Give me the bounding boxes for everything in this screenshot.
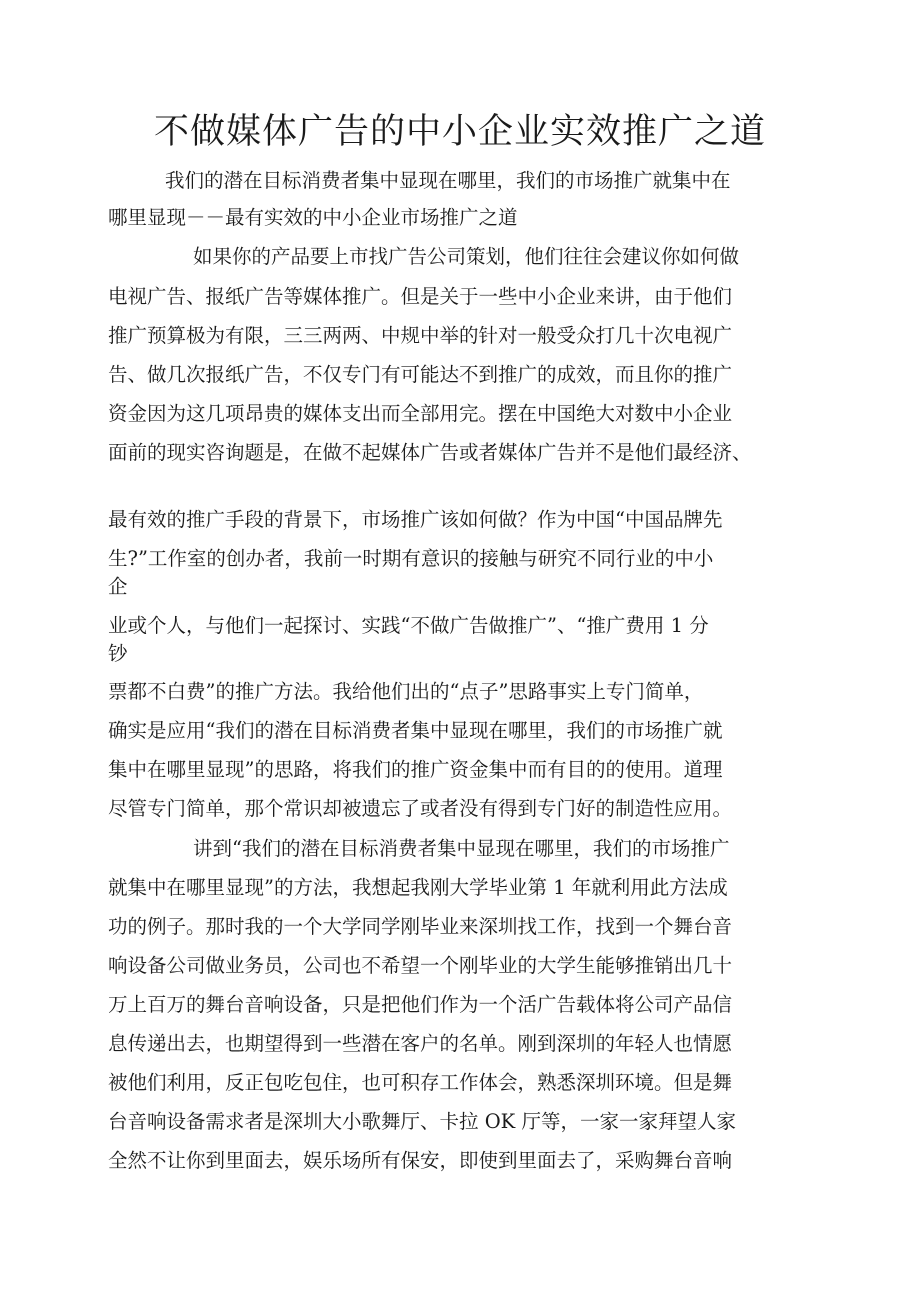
text-line: 面前的现实咨询题是，在做不起媒体广告或者媒体广告并不是他们最经济、 bbox=[108, 441, 752, 464]
text-line: 集中在哪里显现”的思路，将我们的推广资金集中而有目的的使用。道理 bbox=[108, 758, 723, 781]
text-line: 尽管专门简单，那个常识却被遗忘了或者没有得到专门好的制造性应用。 bbox=[108, 797, 733, 820]
text-line: 推广预算极为有限，三三两两、中规中举的针对一般受众打几十次电视广 bbox=[108, 324, 733, 347]
text-line: 台音响设备需求者是深圳大小歌舞厅、卡拉 OK 厅等，一家一家拜望人家 bbox=[108, 1110, 736, 1133]
text-line: 功的例子。那时我的一个大学同学刚毕业来深圳找工作，找到一个舞台音 bbox=[108, 915, 733, 938]
text-line: 被他们利用，反正包吃包住，也可积存工作体会，熟悉深圳环境。但是舞 bbox=[108, 1071, 733, 1094]
text-line: 就集中在哪里显现”的方法，我想起我刚大学毕业第 1 年就利用此方法成 bbox=[108, 876, 728, 899]
text-line: 讲到“我们的潜在目标消费者集中显现在哪里，我们的市场推广 bbox=[193, 837, 730, 860]
text-line: 钞 bbox=[108, 642, 128, 665]
text-line: 票都不白费”的推广方法。我给他们出的“点子”思路事实上专门简单， bbox=[108, 680, 704, 703]
text-line: 生?”工作室的创办者，我前一时期有意识的接触与研究不同行业的中小 bbox=[108, 547, 714, 570]
text-line: 告、做几次报纸广告，不仅专门有可能达不到推广的成效，而且你的推广 bbox=[108, 363, 733, 386]
text-line: 我们的潜在目标消费者集中显现在哪里，我们的市场推广就集中在 bbox=[165, 169, 731, 192]
text-line: 电视广告、报纸广告等媒体推广。但是关于一些中小企业来讲，由于他们 bbox=[108, 285, 733, 308]
text-line: 确实是应用“我们的潜在目标消费者集中显现在哪里，我们的市场推广就 bbox=[108, 719, 723, 742]
text-line: 企 bbox=[108, 575, 128, 598]
text-line: 如果你的产品要上市找广告公司策划，他们往往会建议你如何做 bbox=[193, 245, 740, 268]
text-line: 业或个人，与他们一起探讨、实践“不做广告做推广”、“推广费用 1 分 bbox=[108, 614, 709, 637]
text-line: 响设备公司做业务员，公司也不希望一个刚毕业的大学生能够推销出几十 bbox=[108, 954, 733, 977]
text-line: 哪里显现－－最有实效的中小企业市场推广之道 bbox=[108, 206, 518, 229]
text-line: 息传递出去，也期望得到一些潜在客户的名单。刚到深圳的年轻人也情愿 bbox=[108, 1032, 733, 1055]
document-title: 不做媒体广告的中小企业实效推广之道 bbox=[153, 112, 766, 152]
text-line: 全然不让你到里面去，娱乐场所有保安，即使到里面去了，采购舞台音响 bbox=[108, 1149, 733, 1172]
text-line: 资金因为这几项昂贵的媒体支出而全部用完。摆在中国绝大对数中小企业 bbox=[108, 402, 733, 425]
text-line: 万上百万的舞台音响设备，只是把他们作为一个活广告载体将公司产品信 bbox=[108, 993, 733, 1016]
text-line: 最有效的推广手段的背景下，市场推广该如何做？作为中国“中国品牌先 bbox=[108, 508, 723, 531]
